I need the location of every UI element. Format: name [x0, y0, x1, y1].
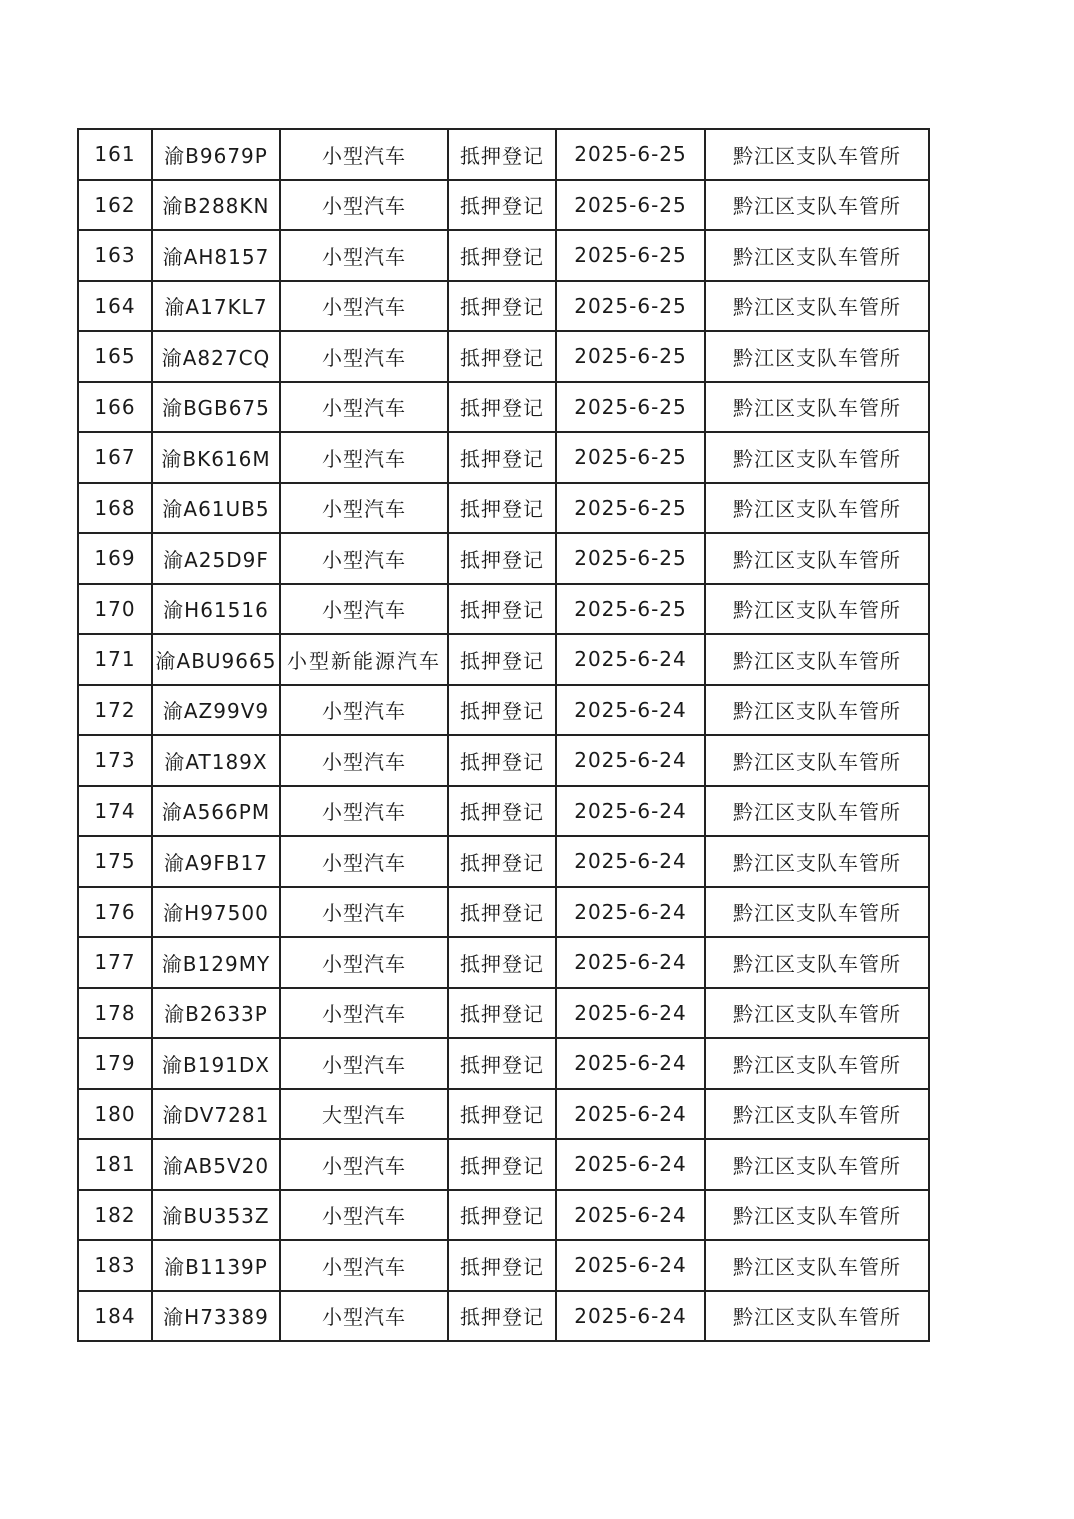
cell-row-number: 175 — [78, 836, 152, 887]
cell-business-type: 抵押登记 — [448, 584, 556, 635]
cell-office: 黔江区支队车管所 — [705, 281, 929, 332]
cell-date: 2025-6-25 — [556, 230, 705, 281]
cell-office: 黔江区支队车管所 — [705, 331, 929, 382]
cell-office: 黔江区支队车管所 — [705, 685, 929, 736]
cell-office: 黔江区支队车管所 — [705, 533, 929, 584]
cell-vehicle-type: 小型汽车 — [280, 988, 448, 1039]
cell-office: 黔江区支队车管所 — [705, 937, 929, 988]
cell-row-number: 173 — [78, 735, 152, 786]
cell-business-type: 抵押登记 — [448, 382, 556, 433]
cell-vehicle-type: 小型汽车 — [280, 1139, 448, 1190]
cell-row-number: 183 — [78, 1240, 152, 1291]
cell-plate-number: 渝H97500 — [152, 887, 280, 938]
cell-office: 黔江区支队车管所 — [705, 1291, 929, 1342]
table-row — [78, 533, 929, 584]
cell-office: 黔江区支队车管所 — [705, 1240, 929, 1291]
cell-plate-number: 渝A61UB5 — [152, 483, 280, 534]
cell-vehicle-type: 小型新能源汽车 — [280, 634, 448, 685]
cell-office: 黔江区支队车管所 — [705, 230, 929, 281]
cell-vehicle-type: 小型汽车 — [280, 432, 448, 483]
cell-office: 黔江区支队车管所 — [705, 1038, 929, 1089]
cell-date: 2025-6-24 — [556, 887, 705, 938]
cell-row-number: 162 — [78, 180, 152, 231]
cell-date: 2025-6-25 — [556, 382, 705, 433]
cell-row-number: 164 — [78, 281, 152, 332]
cell-business-type: 抵押登记 — [448, 988, 556, 1039]
table-row — [78, 685, 929, 736]
cell-plate-number: 渝A17KL7 — [152, 281, 280, 332]
cell-date: 2025-6-24 — [556, 735, 705, 786]
cell-row-number: 163 — [78, 230, 152, 281]
cell-business-type: 抵押登记 — [448, 836, 556, 887]
cell-business-type: 抵押登记 — [448, 180, 556, 231]
table-row — [78, 180, 929, 231]
cell-vehicle-type: 小型汽车 — [280, 1190, 448, 1241]
cell-date: 2025-6-24 — [556, 1190, 705, 1241]
cell-date: 2025-6-25 — [556, 180, 705, 231]
cell-business-type: 抵押登记 — [448, 533, 556, 584]
cell-row-number: 161 — [78, 129, 152, 180]
table-row — [78, 1240, 929, 1291]
cell-business-type: 抵押登记 — [448, 129, 556, 180]
cell-row-number: 181 — [78, 1139, 152, 1190]
cell-plate-number: 渝AB5V20 — [152, 1139, 280, 1190]
cell-vehicle-type: 小型汽车 — [280, 129, 448, 180]
table-row — [78, 1139, 929, 1190]
cell-date: 2025-6-25 — [556, 533, 705, 584]
cell-plate-number: 渝B9679P — [152, 129, 280, 180]
cell-plate-number: 渝A566PM — [152, 786, 280, 837]
cell-vehicle-type: 小型汽车 — [280, 1291, 448, 1342]
table-row — [78, 1291, 929, 1342]
cell-business-type: 抵押登记 — [448, 483, 556, 534]
cell-office: 黔江区支队车管所 — [705, 129, 929, 180]
cell-plate-number: 渝AH8157 — [152, 230, 280, 281]
cell-business-type: 抵押登记 — [448, 1139, 556, 1190]
table-row — [78, 836, 929, 887]
cell-office: 黔江区支队车管所 — [705, 786, 929, 837]
cell-office: 黔江区支队车管所 — [705, 634, 929, 685]
cell-row-number: 174 — [78, 786, 152, 837]
cell-office: 黔江区支队车管所 — [705, 584, 929, 635]
cell-business-type: 抵押登记 — [448, 735, 556, 786]
cell-row-number: 169 — [78, 533, 152, 584]
cell-business-type: 抵押登记 — [448, 1038, 556, 1089]
cell-vehicle-type: 小型汽车 — [280, 281, 448, 332]
cell-date: 2025-6-24 — [556, 1139, 705, 1190]
cell-plate-number: 渝H61516 — [152, 584, 280, 635]
cell-business-type: 抵押登记 — [448, 685, 556, 736]
cell-vehicle-type: 小型汽车 — [280, 584, 448, 635]
cell-date: 2025-6-24 — [556, 634, 705, 685]
cell-row-number: 176 — [78, 887, 152, 938]
cell-vehicle-type: 小型汽车 — [280, 1038, 448, 1089]
cell-date: 2025-6-24 — [556, 1291, 705, 1342]
cell-date: 2025-6-25 — [556, 331, 705, 382]
cell-business-type: 抵押登记 — [448, 937, 556, 988]
cell-row-number: 170 — [78, 584, 152, 635]
cell-row-number: 177 — [78, 937, 152, 988]
table-row — [78, 1089, 929, 1140]
cell-row-number: 168 — [78, 483, 152, 534]
cell-row-number: 180 — [78, 1089, 152, 1140]
cell-vehicle-type: 小型汽车 — [280, 331, 448, 382]
cell-date: 2025-6-24 — [556, 937, 705, 988]
cell-business-type: 抵押登记 — [448, 887, 556, 938]
cell-plate-number: 渝BU353Z — [152, 1190, 280, 1241]
cell-date: 2025-6-25 — [556, 281, 705, 332]
cell-office: 黔江区支队车管所 — [705, 735, 929, 786]
cell-plate-number: 渝BGB675 — [152, 382, 280, 433]
cell-plate-number: 渝A9FB17 — [152, 836, 280, 887]
cell-office: 黔江区支队车管所 — [705, 180, 929, 231]
cell-date: 2025-6-24 — [556, 1240, 705, 1291]
cell-office: 黔江区支队车管所 — [705, 382, 929, 433]
cell-date: 2025-6-24 — [556, 685, 705, 736]
cell-row-number: 178 — [78, 988, 152, 1039]
cell-plate-number: 渝BK616M — [152, 432, 280, 483]
cell-date: 2025-6-24 — [556, 1089, 705, 1140]
cell-vehicle-type: 小型汽车 — [280, 230, 448, 281]
cell-business-type: 抵押登记 — [448, 331, 556, 382]
cell-date: 2025-6-24 — [556, 988, 705, 1039]
cell-plate-number: 渝A25D9F — [152, 533, 280, 584]
cell-plate-number: 渝ABU9665 — [152, 634, 280, 685]
cell-business-type: 抵押登记 — [448, 432, 556, 483]
cell-business-type: 抵押登记 — [448, 230, 556, 281]
cell-office: 黔江区支队车管所 — [705, 1190, 929, 1241]
cell-date: 2025-6-25 — [556, 432, 705, 483]
cell-row-number: 179 — [78, 1038, 152, 1089]
cell-plate-number: 渝B129MY — [152, 937, 280, 988]
cell-row-number: 182 — [78, 1190, 152, 1241]
cell-business-type: 抵押登记 — [448, 1190, 556, 1241]
cell-office: 黔江区支队车管所 — [705, 887, 929, 938]
cell-vehicle-type: 小型汽车 — [280, 180, 448, 231]
cell-vehicle-type: 小型汽车 — [280, 685, 448, 736]
table-row — [78, 735, 929, 786]
cell-vehicle-type: 小型汽车 — [280, 887, 448, 938]
cell-plate-number: 渝DV7281 — [152, 1089, 280, 1140]
cell-plate-number: 渝AT189X — [152, 735, 280, 786]
cell-business-type: 抵押登记 — [448, 634, 556, 685]
cell-office: 黔江区支队车管所 — [705, 432, 929, 483]
cell-vehicle-type: 小型汽车 — [280, 483, 448, 534]
cell-office: 黔江区支队车管所 — [705, 988, 929, 1039]
cell-office: 黔江区支队车管所 — [705, 1139, 929, 1190]
cell-date: 2025-6-25 — [556, 129, 705, 180]
table-row — [78, 432, 929, 483]
table-row — [78, 887, 929, 938]
table-row — [78, 331, 929, 382]
table-row — [78, 1190, 929, 1241]
cell-plate-number: 渝H73389 — [152, 1291, 280, 1342]
cell-row-number: 165 — [78, 331, 152, 382]
cell-vehicle-type: 小型汽车 — [280, 735, 448, 786]
cell-date: 2025-6-25 — [556, 584, 705, 635]
cell-office: 黔江区支队车管所 — [705, 483, 929, 534]
cell-vehicle-type: 小型汽车 — [280, 382, 448, 433]
cell-vehicle-type: 大型汽车 — [280, 1089, 448, 1140]
cell-plate-number: 渝B288KN — [152, 180, 280, 231]
cell-row-number: 172 — [78, 685, 152, 736]
table-row — [78, 281, 929, 332]
cell-plate-number: 渝B2633P — [152, 988, 280, 1039]
cell-row-number: 171 — [78, 634, 152, 685]
cell-plate-number: 渝AZ99V9 — [152, 685, 280, 736]
table-row — [78, 129, 929, 180]
cell-vehicle-type: 小型汽车 — [280, 533, 448, 584]
cell-date: 2025-6-25 — [556, 483, 705, 534]
cell-row-number: 167 — [78, 432, 152, 483]
cell-business-type: 抵押登记 — [448, 786, 556, 837]
cell-business-type: 抵押登记 — [448, 1240, 556, 1291]
table-body — [78, 129, 929, 1341]
cell-office: 黔江区支队车管所 — [705, 836, 929, 887]
cell-vehicle-type: 小型汽车 — [280, 786, 448, 837]
table-row — [78, 1038, 929, 1089]
cell-date: 2025-6-24 — [556, 786, 705, 837]
cell-business-type: 抵押登记 — [448, 281, 556, 332]
table-row — [78, 382, 929, 433]
cell-row-number: 166 — [78, 382, 152, 433]
cell-vehicle-type: 小型汽车 — [280, 836, 448, 887]
table-row — [78, 786, 929, 837]
table-row — [78, 584, 929, 635]
registration-table — [77, 128, 930, 1342]
cell-plate-number: 渝B191DX — [152, 1038, 280, 1089]
cell-business-type: 抵押登记 — [448, 1089, 556, 1140]
cell-date: 2025-6-24 — [556, 1038, 705, 1089]
cell-vehicle-type: 小型汽车 — [280, 1240, 448, 1291]
cell-vehicle-type: 小型汽车 — [280, 937, 448, 988]
cell-plate-number: 渝B1139P — [152, 1240, 280, 1291]
table-row — [78, 483, 929, 534]
cell-row-number: 184 — [78, 1291, 152, 1342]
cell-plate-number: 渝A827CQ — [152, 331, 280, 382]
table-row — [78, 988, 929, 1039]
table-row — [78, 230, 929, 281]
cell-office: 黔江区支队车管所 — [705, 1089, 929, 1140]
table-row — [78, 937, 929, 988]
cell-date: 2025-6-24 — [556, 836, 705, 887]
cell-business-type: 抵押登记 — [448, 1291, 556, 1342]
table-row — [78, 634, 929, 685]
